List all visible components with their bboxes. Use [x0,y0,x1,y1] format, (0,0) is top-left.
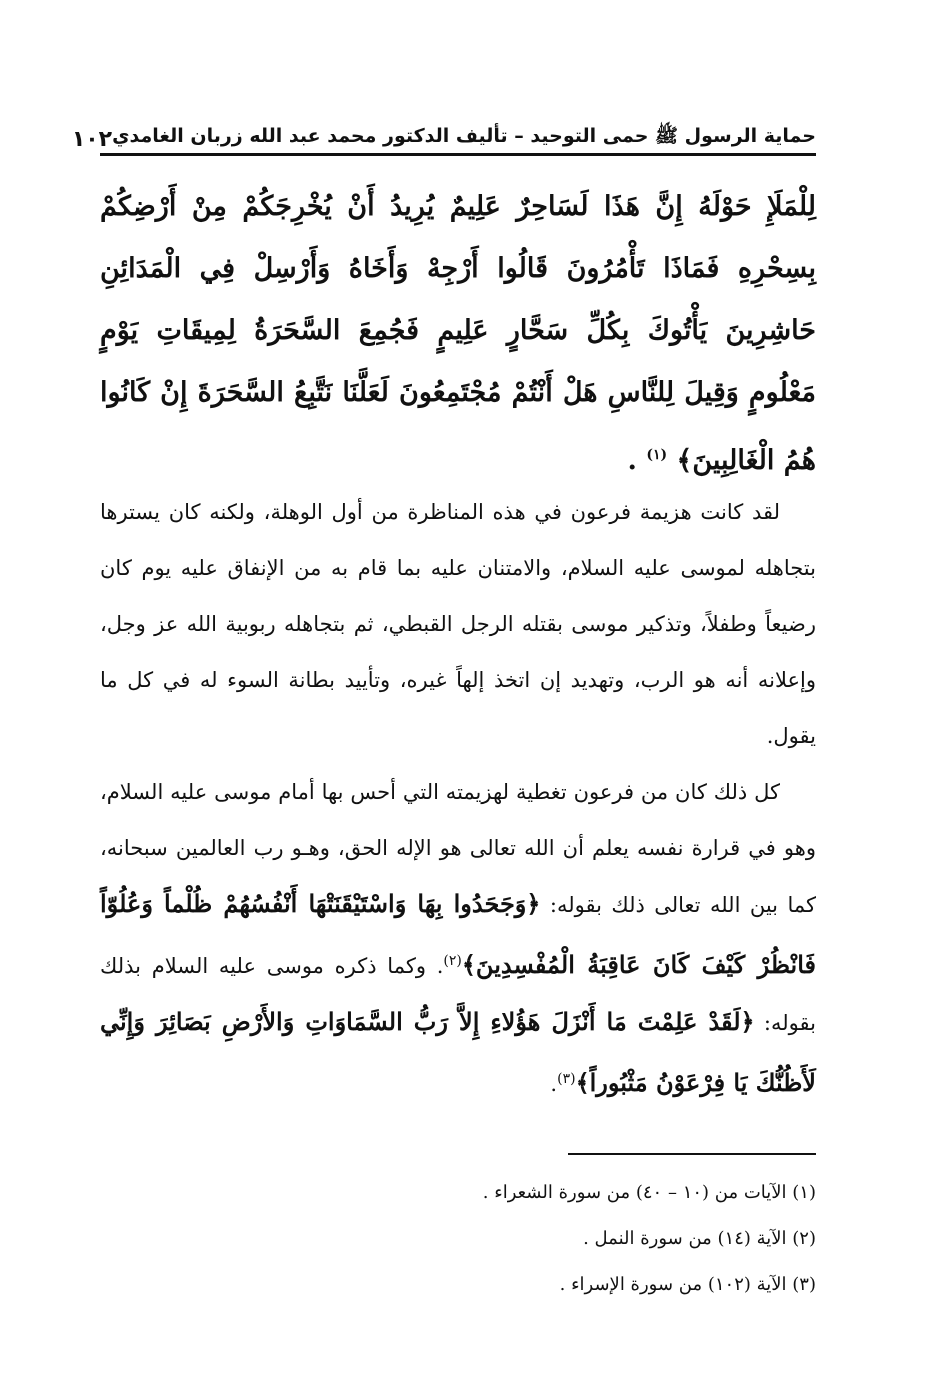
footnote-ref-2: (٢) [443,953,462,969]
footnotes [100,1170,816,1308]
page-number: ١٠٢ [71,127,113,152]
running-header [71,112,816,152]
paragraph-2-text-1: كل ذلك كان من فرعون تغطية لهزيمته التي أحس بها أمام موسى عليه السلام، وهو في قرارة نفسه يعلم أن الله تعالى هو الإله الحق، وهـو رب العالمين سبحانه، كما بين الله تعالى ذلك بقوله: [100,780,816,917]
quran-verse-block [100,176,816,492]
footnote-2: (٢) الآية (١٤) من سورة النمل . [583,1228,816,1249]
header-title: حماية الرسول ﷺ حمى التوحيد – تأليف الدكتور محمد عبد الله زربان الغامدي [112,125,816,147]
verse-text: لِلْمَلَإِ حَوْلَهُ إِنَّ هَذَا لَسَاحِرٌ عَلِيمٌ يُرِيدُ أَنْ يُخْرِجَكُمْ مِنْ أَرْضِكُمْ بِسِحْرِهِ فَمَاذَا تَأْمُرُونَ قَالُوا أَرْجِهْ وَأَخَاهُ وَأَرْسِلْ فِي الْمَدَائِنِ حَاشِرِينَ يَأْتُوكَ بِكُلِّ سَحَّارٍ عَلِيمٍ فَجُمِعَ السَّحَرَةُ لِمِيقَاتِ يَوْمٍ مَعْلُومٍ وَقِيلَ لِلنَّاسِ هَلْ أَنْتُمْ مُجْتَمِعُونَ لَعَلَّنَا نَتَّبِعُ السَّحَرَةَ إِنْ كَانُوا هُمُ الْغَالِبِينَ﴾ [100,191,816,476]
paragraph-2 [100,764,816,1112]
paragraph-1 [100,484,816,764]
footnote-3: (٣) الآية (١٠٢) من سورة الإسراء . [559,1274,816,1295]
quran-quote-2: ﴿لَقَدْ عَلِمْتَ مَا أَنْزَلَ هَؤُلاءِ إِلاَّ رَبُّ السَّمَاوَاتِ وَالأَرْضِ بَصَائِرَ وَإِنِّي لَأَظُنُّكَ يَا فِرْعَوْنُ مَثْبُوراً﴾ [100,1007,816,1097]
footnote-1: (١) الآيات من (١٠ – ٤٠) من سورة الشعراء . [482,1182,816,1203]
header-divider [100,153,816,156]
verse-end: . [627,445,637,476]
footnote-divider [568,1153,816,1155]
paragraph-1-text: لقد كانت هزيمة فرعون في هذه المناظرة من أول الوهلة، ولكنه كان يسترها بتجاهله لموسى عليه السلام، والامتنان عليه بما قام به من الإنفاق عليه يوم كان رضيعاً وطفلاً، وتذكير موسى بقتله الرجل القبطي، ثم بتجاهله ربوبية الله عز وجل، وإعلانه أنه هو الرب، وتهديد إن اتخذ إلهاً غيره، وتأييد بطانة السوء له في كل ما يقول. [100,500,816,748]
footnote-ref-1: (١) [646,447,668,463]
footnote-ref-3: (٣) [557,1071,576,1087]
paragraph-2-text-2: . وكما ذكره موسى عليه السلام بذلك بقوله: [100,954,816,1035]
quran-quote-1: ﴿وَجَحَدُوا بِهَا وَاسْتَيْقَنَتْهَا أَنْفُسُهُمْ ظُلْماً وَعُلُوّاً فَانْظُرْ كَيْفَ كَانَ عَاقِبَةُ الْمُفْسِدِينَ﴾ [100,889,816,979]
paragraph-2-end: . [550,1072,558,1096]
